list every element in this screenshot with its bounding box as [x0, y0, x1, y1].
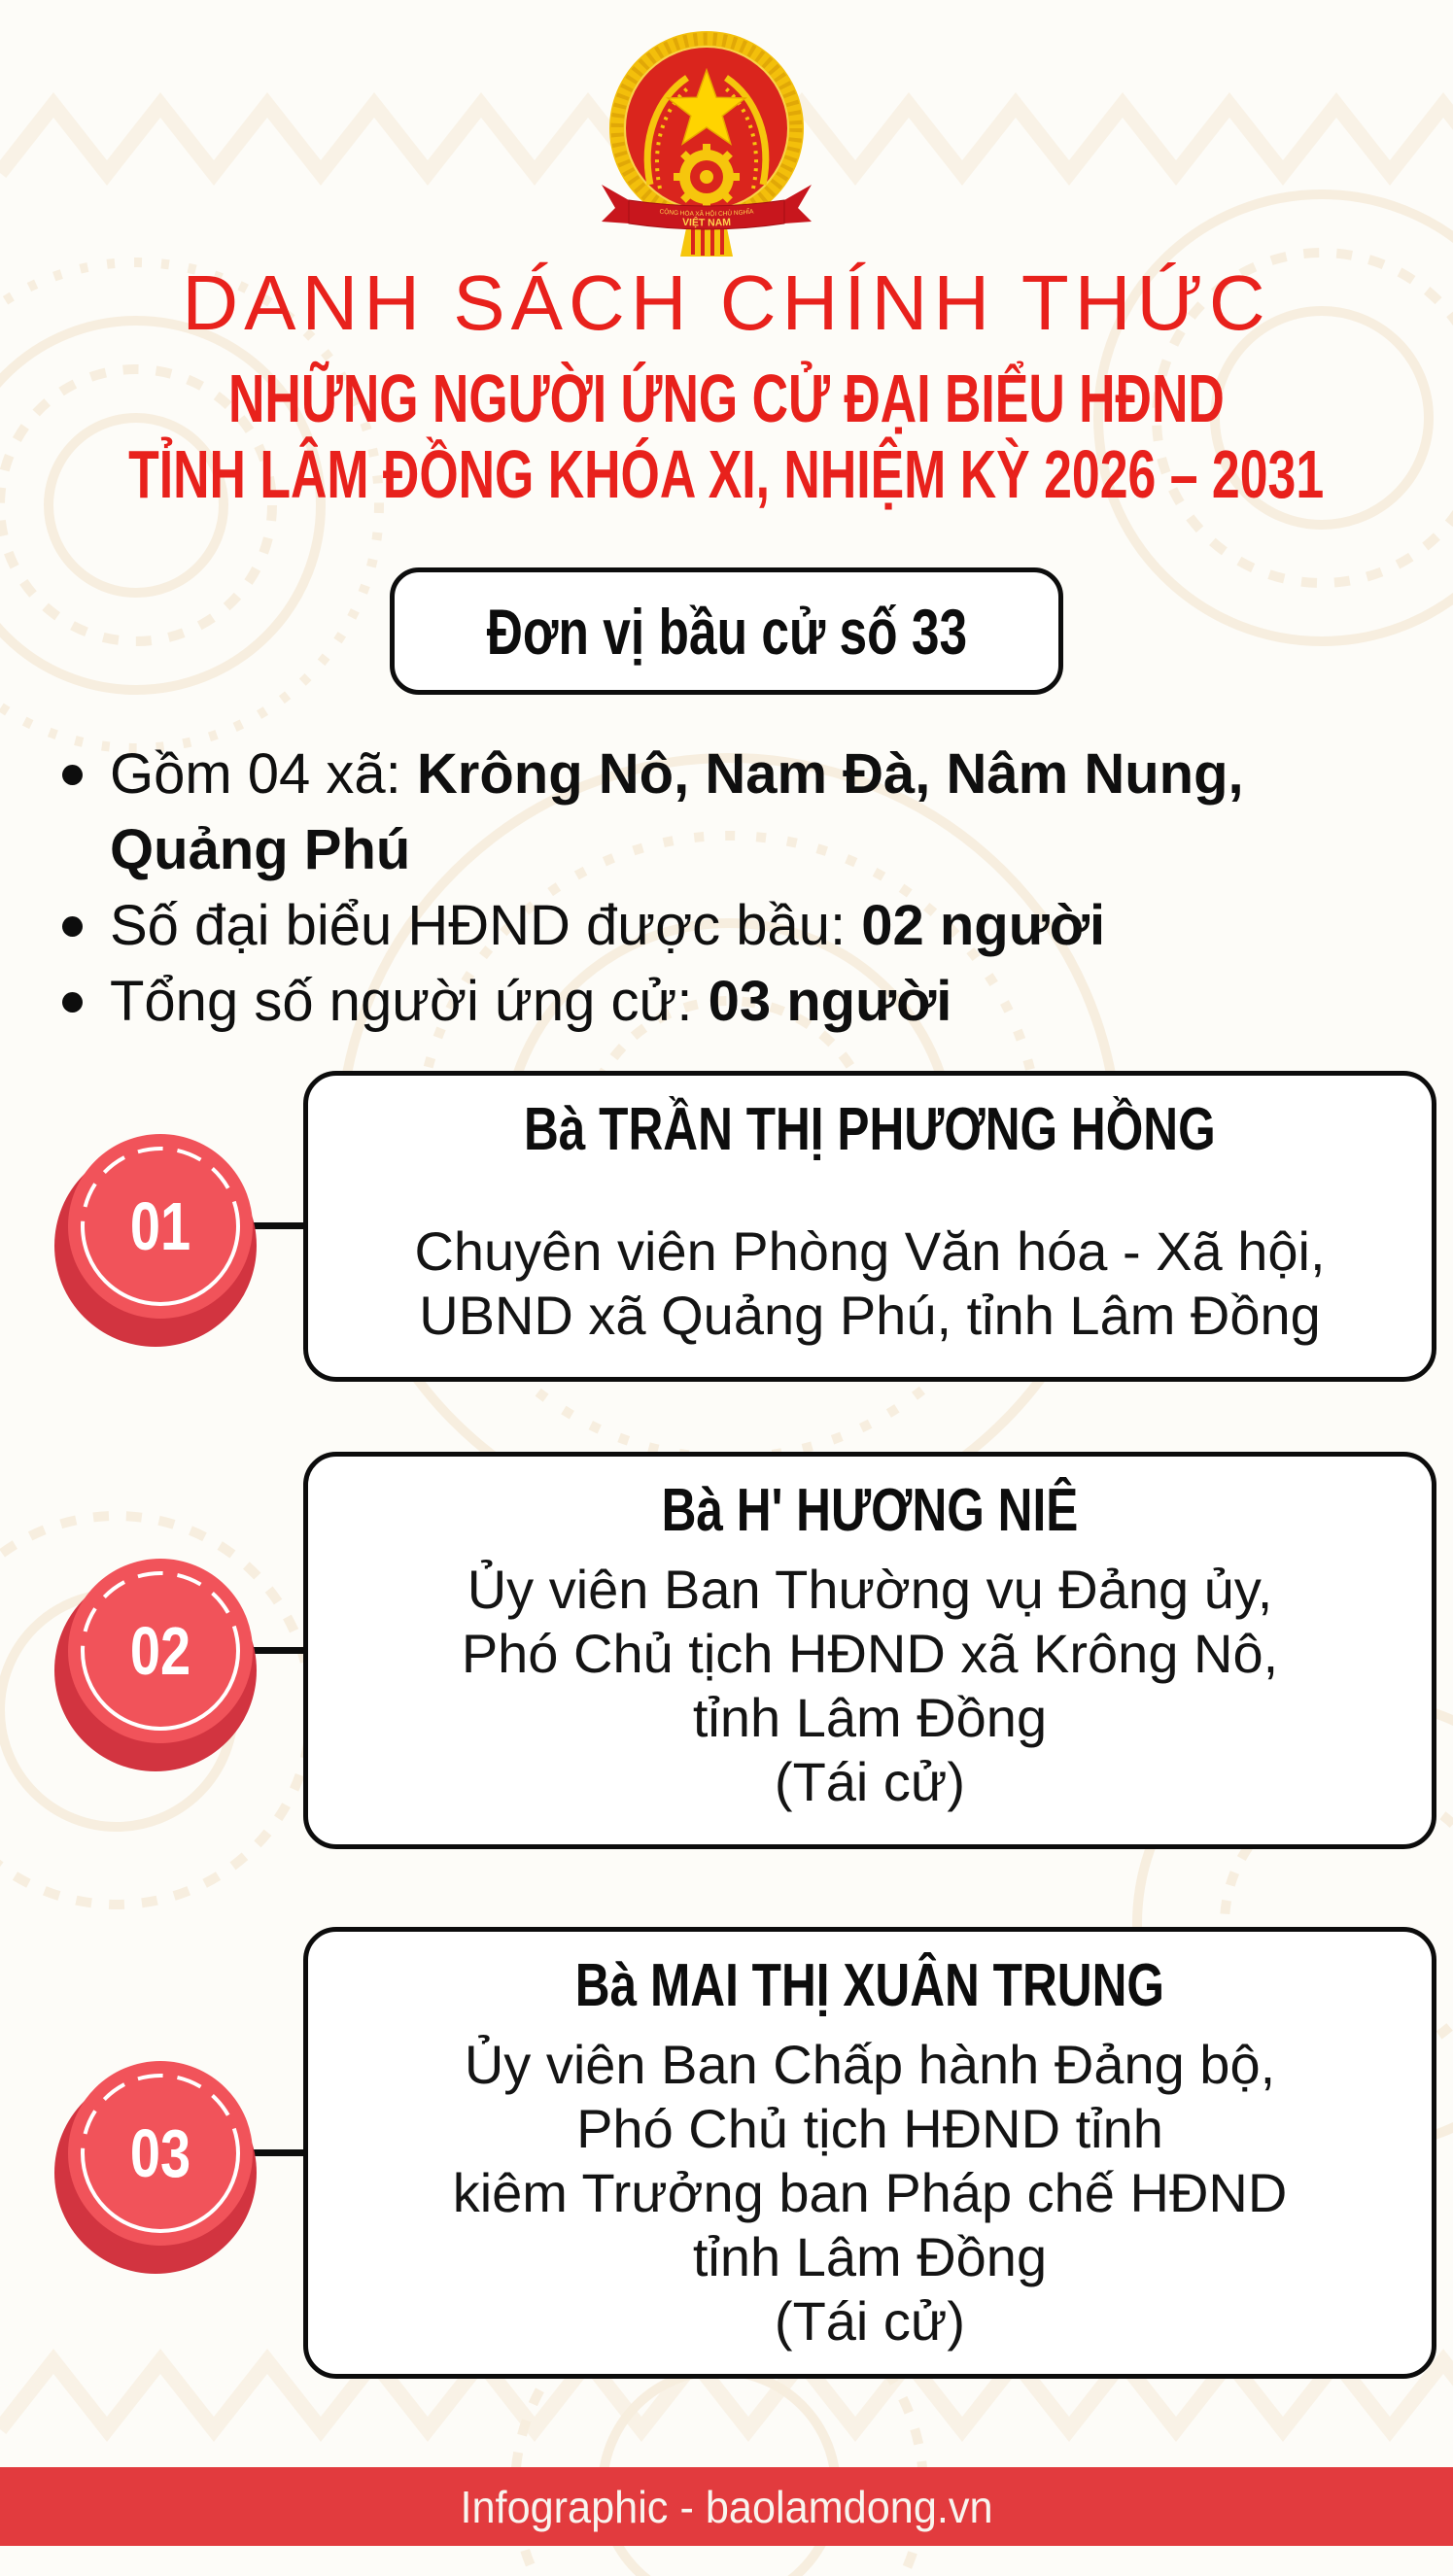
candidate-card-1	[303, 1071, 1436, 1382]
bullet-text: Gồm 04 xã: Krông Nô, Nam Đà, Nâm Nung, Quảng Phú	[110, 742, 1244, 881]
subtitle-line-1	[0, 360, 1453, 437]
candidate-description: Ủy viên Ban Thường vụ Đảng ủy, Phó Chủ tịch HĐND xã Krông Nô, tỉnh Lâm Đồng (Tái cử)	[461, 1559, 1279, 1812]
candidate-name: Bà MAI THỊ XUÂN TRUNG	[574, 1952, 1165, 2019]
bullet-text: Tổng số người ứng cử: 03 người	[110, 970, 952, 1033]
candidate-description: Chuyên viên Phòng Văn hóa - Xã hội, UBND xã Quảng Phú, tỉnh Lâm Đồng	[414, 1220, 1326, 1346]
bullet-item-seats	[62, 888, 1423, 964]
footer-bar	[0, 2467, 1453, 2546]
bullet-text: Số đại biểu HĐND được bầu: 02 người	[110, 894, 1106, 957]
bullet-dot-icon	[62, 765, 83, 785]
number-badge-2	[49, 1542, 272, 1785]
subtitle-line-2-text: TỈNH LÂM ĐỒNG KHÓA XI, NHIỆM KỲ 2026 – 2031	[128, 436, 1325, 512]
candidate-card-3	[303, 1927, 1436, 2379]
emblem-gear-icon	[674, 144, 740, 210]
number-badge-3	[49, 2044, 272, 2287]
svg-text:VIỆT NAM	[682, 216, 732, 228]
candidate-description: Ủy viên Ban Chấp hành Đảng bộ, Phó Chủ tịch HĐND tỉnh kiêm Trưởng ban Pháp chế HĐND tỉnh Lâm Đồng (Tái cử)	[452, 2034, 1288, 2352]
bullet-dot-icon	[62, 916, 83, 937]
emblem-motto-top: CỘNG HÒA XÃ HỘI CHỦ NGHĨA	[659, 208, 754, 219]
electoral-unit-box	[390, 567, 1063, 695]
candidate-name: Bà H' HƯƠNG NIÊ	[661, 1477, 1079, 1544]
badge-number: 02	[129, 1613, 191, 1689]
number-badge-1	[49, 1117, 272, 1360]
candidate-card-2	[303, 1452, 1436, 1849]
electoral-unit-label: Đơn vị bầu cử số 33	[486, 595, 967, 668]
footer-credit: Infographic - baolamdong.vn	[460, 2481, 993, 2532]
subtitle-line-1-text: NHỮNG NGƯỜI ỨNG CỬ ĐẠI BIỂU HĐND	[228, 361, 1225, 436]
bullet-item-candidates	[62, 964, 1423, 1040]
bullet-item-communes	[62, 737, 1423, 888]
page-title: DANH SÁCH CHÍNH THỨC	[182, 259, 1271, 346]
subtitle-line-2	[0, 435, 1453, 513]
bullet-dot-icon	[62, 992, 83, 1013]
emblem-motto-bottom: VIỆT NAM	[681, 216, 732, 229]
badge-number: 01	[129, 1188, 191, 1264]
badge-number: 03	[129, 2115, 191, 2191]
candidate-name: Bà TRẦN THỊ PHƯƠNG HỒNG	[524, 1096, 1216, 1163]
summary-bullets	[62, 737, 1423, 1040]
vietnam-national-emblem	[590, 21, 823, 264]
